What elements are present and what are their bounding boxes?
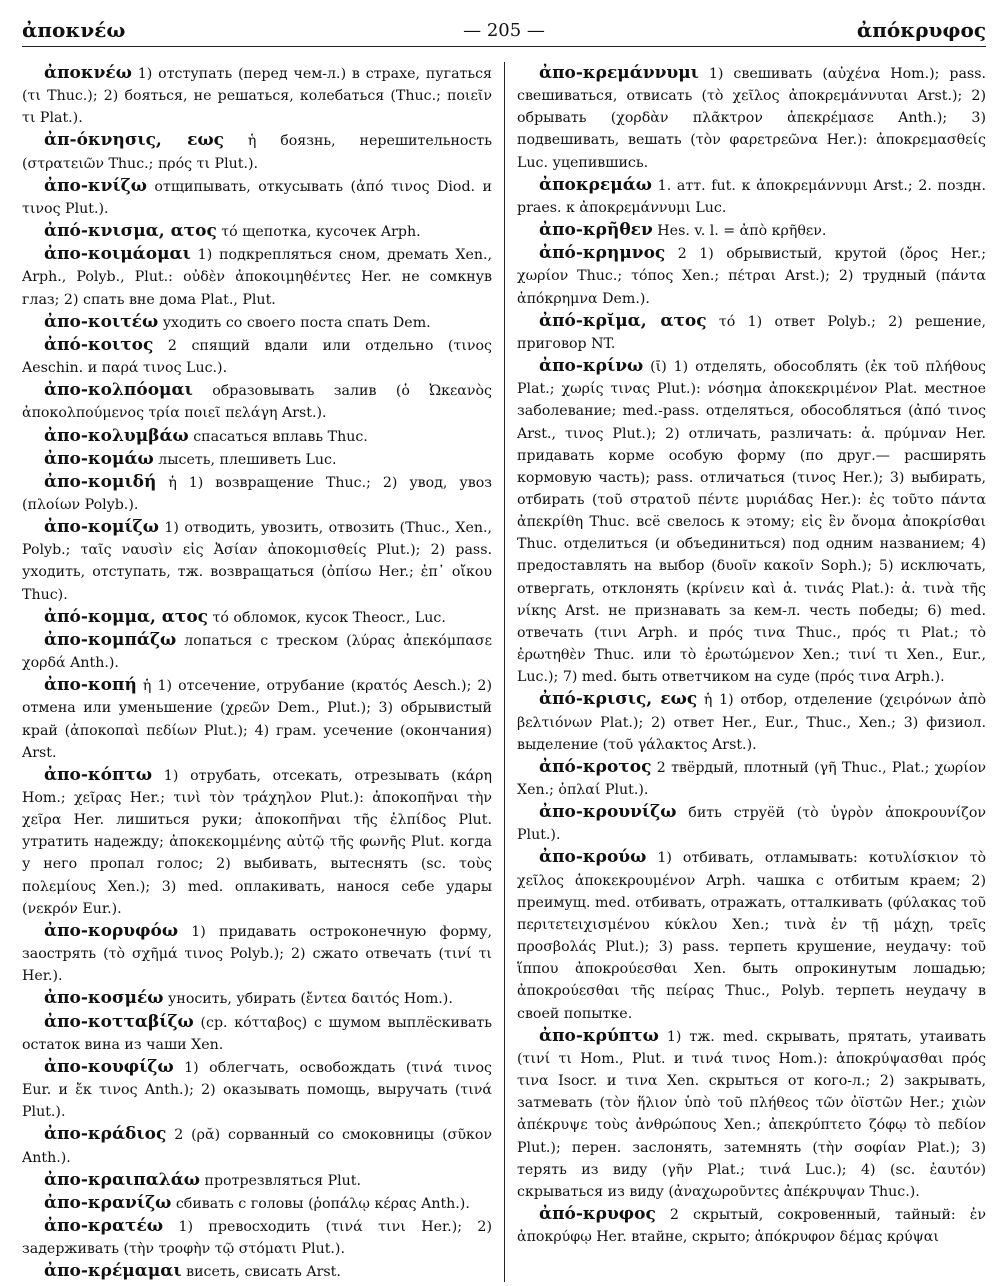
entry-headword: ἀπο-κοσμέω	[44, 988, 164, 1009]
entry-headword: ἀπο-κρῆθεν	[539, 220, 653, 241]
entry-definition: 1. атт. fut. к ἀποκρεμάννυμι Arst.; 2. поздн. praes. к ἀποκρεμάννυμι Luc.	[517, 177, 986, 216]
dictionary-entry	[22, 129, 492, 174]
entry-headword: ἀπο-κρύπτω	[539, 1025, 659, 1046]
entry-definition: 1) тж. med. скрывать, прятать, утаивать (τινί τι Hom., Plut. и τινά τινος Hom.): ἀποκρύψασθαι πρός τινα Isocr. и τινα Xen. скрыться от кого-л.; 2) закрывать, затмевать (τὸν ἥλιον ὑπὸ τοῦ πλήθεος τῶν ὀϊστῶν Her.; χιὼν ἀπέκρυψε τοὺς ἀνθρώπους Xen.; ἀπεκρύπτετο ζόφῳ τὸ πεδίον Plut.); перен. заслонять, затемнять (τὴν σοφίαν Plat.); 3) терять из виду (γῆν Plat.; τινά Luc.); 4) (sc. ἑαυτόν) скрываться из виду (ἀναχωροῦντες ἀπέκρυψαν Thuc.).	[517, 1028, 986, 1200]
entry-headword: ἀπο-κραιπαλάω	[44, 1169, 200, 1190]
dictionary-entry	[22, 516, 492, 606]
entry-headword: ἀπο-κρούω	[539, 847, 647, 868]
dictionary-entry	[22, 1011, 492, 1056]
entry-definition: Hes. v. l. = ἀπὸ κρῆθεν.	[652, 223, 827, 240]
dictionary-entry	[22, 175, 492, 220]
dictionary-entry	[22, 629, 492, 674]
entry-headword: ἀπο-κολυμβάω	[44, 425, 189, 446]
right-column	[504, 62, 986, 1282]
entry-definition: τό щепотка, кусочек Arph.	[216, 224, 421, 241]
dictionary-entry	[22, 606, 492, 629]
entry-definition: 1) отбивать, отламывать: κοτυλίσκιον τὸ χεῖλος ἀποκεκρουμένον Arph. чашка с отбитым краем; 2) преимущ. med. отбивать, отражать, отталкивать (φύλακας τοῦ περιτετειχισμένου κύκλου Xen.; τινὰ ἐν τῇ μάχῃ, τρεῖς προσβολάς Plut.); 3) pass. терпеть крушение, неудачу: τοῦ ἵππου ἀποκρούεσθαι Xen. быть опрокинутым лошадью; ἀποκρούεσθαι τῆς πείρας Thuc., Polyb. терпеть неудачу в своей попытке.	[517, 850, 986, 1022]
entry-headword: ἀπό-κνισμα, ατος	[44, 221, 217, 242]
running-head-right: ἀπόκρυφος	[856, 18, 986, 42]
entry-definition: бить струёй (τὸ ὑγρὸν ἀποκρουνίζον Plut.).	[517, 805, 986, 844]
dictionary-entry	[517, 846, 986, 1024]
entry-definition: спасаться вплавь Thuc.	[188, 428, 368, 445]
dictionary-entry	[22, 220, 492, 243]
dictionary-entry	[517, 219, 986, 242]
dictionary-entry	[517, 174, 986, 219]
entry-headword: ἀπο-κρεμάννυμι	[539, 63, 699, 83]
dictionary-entry	[22, 1169, 492, 1192]
entry-definition: ἡ 1) возвращение Thuc.; 2) увод, увоз (πλοίων Polyb.).	[22, 474, 492, 513]
entry-definition: ἡ боязнь, нерешительность (στρατειῶν Thuc.; πρός τι Plut.).	[22, 133, 492, 172]
entry-headword: ἀπο-κομάω	[44, 448, 154, 469]
running-head-left: ἀποκνέω	[22, 18, 126, 42]
entry-definition: 1) отступать (перед чем-л.) в страхе, пугаться (τι Thuc.); 2) бояться, не решаться, колебаться (Thuc.; ποιεῖν τι Plat.).	[22, 66, 492, 127]
dictionary-entry	[517, 756, 986, 801]
entry-headword: ἀπό-κρῐμα, ατος	[539, 310, 707, 331]
entry-definition: 1) превосходить (τινά τινι Her.); 2) задерживать (τὴν τροφὴν τῷ στόματι Plut.).	[22, 1218, 492, 1258]
dictionary-entry	[22, 425, 492, 448]
dictionary-entry	[517, 242, 986, 309]
entry-definition: (ῑ) 1) отделять, обособлять (ἐκ τοῦ πλήθους Plat.; χωρίς τινας Plut.): νόσημα ἀποκεκριμένον Plat. местное заболевание; med.-pass. отделяться, обособляться (ἀπό τινος Arst., τινος Plut.); 2) отличать, различать: ἀ. πρύμναν Her. придавать корме особую форму (по друг.— расширять кормовую часть); pass. отличаться (τινος Her.); 3) выбирать, отбирать (τοῦ στρατοῦ πέντε μυριάδας Her.): ἐς τοῦτο πάντα ἀπεκρίθη Thuc. всё свелось к этому; εἰς ἓν ὄνομα ἀποκρίσθαι Thuc. отделиться (и объединиться) под одним названием; 4) предоставлять на выбор (δυοῖν κακοῖν Soph.); 5) исключать, отвергать, отклонять (κρίνειν καὶ ἀ. τινάς Plat.): ἀ. τινὰ τῆς νίκης Arst. не признавать за кем-л. честь победы; 6) med. отвечать (τινι Arph. и πρός τινα Thuc., πρός τι Plat.; τὸ ἐρωτηθὲν Thuc. или τὸ ἐρωτώμενον Xen.; τινί τι Xen., Eur., Luc.); 7) med. быть ответчиком на суде (πρός τινα Arph.).	[517, 359, 986, 686]
entry-definition: образовывать залив (ὁ Ὠκεανὸς ἀποκολπούμενος τρία ποιεῖ πελάγη Arst.).	[22, 383, 492, 422]
dictionary-entry	[22, 1215, 492, 1260]
dictionary-entry	[22, 1192, 492, 1215]
entry-headword: ἀπο-κόπτω	[44, 764, 153, 785]
entry-headword: ἀπο-κομίζω	[44, 517, 159, 538]
entry-definition: (ср. κότταβος) с шумом выплёскивать остаток вина из чаши Xen.	[22, 1014, 492, 1053]
entry-headword: ἀπο-κρατέω	[44, 1215, 164, 1236]
entry-headword: ἀπο-κοπή	[44, 675, 137, 696]
dictionary-entry	[22, 1123, 492, 1168]
entry-headword: ἀπ-όκνησις, εως	[44, 130, 224, 151]
entry-headword: ἀπο-κρέμαμαι	[44, 1261, 182, 1282]
dictionary-entry	[517, 1025, 986, 1203]
dictionary-entry	[22, 920, 492, 987]
entry-headword: ἀπό-κρυφος	[539, 1203, 656, 1224]
entry-definition: протрезвляться Plut.	[200, 1172, 362, 1189]
dictionary-entry	[517, 1203, 986, 1248]
entry-definition: 2 скрытый, сокровенный, тайный: ἐν ἀποκρύφῳ Her. втайне, скрыто; ἀπόκρυφον δέμας κρύψαι	[517, 1206, 986, 1246]
dictionary-entry	[517, 355, 986, 688]
entry-definition: лысеть, плешиветь Luc.	[153, 451, 337, 468]
dictionary-entry	[22, 62, 492, 129]
dictionary-entry	[517, 801, 986, 846]
entry-headword: ἀπο-κομιδή	[44, 471, 157, 492]
entry-headword: ἀπο-κρουνίζω	[539, 802, 677, 823]
entry-headword: ἀποκρεμάω	[539, 174, 652, 195]
left-column	[22, 62, 504, 1282]
dictionary-entry	[22, 764, 492, 920]
entry-definition: 1) подкрепляться сном, дремать Xen., Arph., Polyb., Plut.: οὐδὲν ἀποκοιμηθέντες Her. не сомкнув глаз; 2) спать вне дома Plat., Plut.	[22, 247, 492, 308]
entry-definition: τό обломок, кусок Theocr., Luc.	[208, 609, 446, 626]
entry-headword: ἀποκνέω	[44, 63, 132, 83]
dictionary-entry	[22, 311, 492, 334]
entry-definition: уходить со своего поста спать Dem.	[158, 314, 431, 331]
entry-definition: ἡ 1) отбор, отделение (χειρόνων ἀπὸ βελτιόνων Plat.); 2) ответ Her., Eur., Thuc., Xen.; 3) физиол. выделение (τοῦ γάλακτος Arst.).	[517, 692, 986, 753]
page-number: — 205 —	[463, 19, 545, 41]
entry-definition: лопаться с треском (λύρας ἀπεκόμπασε χορδά Anth.).	[22, 632, 492, 672]
entry-headword: ἀπο-κουφίζω	[44, 1056, 174, 1077]
entry-definition: сбивать с головы (ῥοπάλῳ κέρας Anth.).	[171, 1195, 470, 1212]
entry-headword: ἀπό-κρημνος	[539, 243, 666, 264]
dictionary-entry	[22, 471, 492, 516]
entry-definition: 1) облегчать, освобождать (τινά τινος Eur. и ἔκ τινος Anth.); 2) оказывать помощь, выручать (τινά Plut.).	[22, 1059, 492, 1121]
entry-definition: ἡ 1) отсечение, отрубание (κρατός Aesch.); 2) отмена или уменьшение (χρεῶν Dem., Plut.); 3) обрывистый край (ἀποκοπαὶ πεδίων Plut.); 4) грам. усечение (окончания) Arst.	[22, 678, 492, 761]
entry-definition: τό 1) ответ Polyb.; 2) решение, приговор NT.	[517, 313, 986, 352]
dictionary-entry	[22, 987, 492, 1010]
entry-definition: 1) отрубать, отсекать, отрезывать (κάρη Hom.; χεῖρας Her.; τινὶ τὸν τράχηλον Plut.): ἀποκοπῆναι τὴν χεῖρα Her. лишиться руки; ἀποκοπῆναι τῆς ἐλπίδος Plut. утратить надежду; ἀποκεκομμένης αὐτῷ τῆς φωνῆς Plut. когда у него пропал голос; 2) выбивать, вытеснять (sc. τοὺς πολεμίους Xen.); 3) med. оплакивать, нанося себе удары (νεκρόν Eur.).	[22, 767, 492, 917]
entry-headword: ἀπο-κρίνω	[539, 356, 644, 377]
entry-headword: ἀπο-κνίζω	[44, 175, 147, 196]
dictionary-entry	[517, 310, 986, 355]
entry-definition: 1) придавать остроконечную форму, заострять (τὸ σχῆμά τινος Polyb.); 2) сжато отвечать (τινί τι Her.).	[22, 923, 492, 985]
entry-headword: ἀπο-κρανίζω	[44, 1192, 172, 1213]
entry-headword: ἀπό-κοιτος	[44, 334, 154, 355]
dictionary-entry	[22, 448, 492, 471]
dictionary-entry	[22, 334, 492, 379]
entry-headword: ἀπο-κράδιος	[44, 1124, 167, 1145]
entry-definition: уносить, убирать (ἔντεα δαιτός Hom.).	[163, 991, 453, 1008]
entry-headword: ἀπο-κολπόομαι	[44, 380, 193, 401]
dictionary-entry	[22, 674, 492, 764]
dictionary-entry	[22, 243, 492, 310]
dictionary-body	[22, 62, 986, 1282]
entry-headword: ἀπο-κοιμάομαι	[44, 244, 191, 265]
entry-definition: 2 твёрдый, плотный (γῆ Thuc., Plat.; χωρίον Xen.; ὁπλαί Plut.).	[517, 759, 986, 798]
dictionary-entry	[22, 379, 492, 424]
entry-headword: ἀπό-κομμα, ατος	[44, 606, 209, 627]
dictionary-entry	[517, 688, 986, 755]
entry-definition: отщипывать, откусывать (ἀπό τινος Diod. и τινος Plut.).	[22, 178, 492, 217]
entry-headword: ἀπο-κοτταβίζω	[44, 1011, 194, 1032]
entry-headword: ἀπο-κοιτέω	[44, 311, 159, 332]
entry-definition: 1) свешивать (αὐχένα Hom.); pass. свешиваться, отвисать (τὸ χεῖλος ἀποκρεμάννυται Arst.); 2) обрывать (χορδὰν πλᾶκτρον ἀπεκρέμασε Anth.); 3) подвешивать, вешать (τὸν φαρετρεῶνα Her.): ἀποκρεμασθείς Luc. уцепившись.	[517, 66, 986, 171]
entry-headword: ἀπό-κροτος	[539, 756, 652, 777]
entry-headword: ἀπο-κομπάζω	[44, 629, 177, 650]
dictionary-entry	[517, 62, 986, 174]
dictionary-entry	[22, 1056, 492, 1123]
entry-headword: ἀπο-κορυφόω	[44, 920, 179, 941]
entry-definition: висеть, свисать Arst.	[181, 1264, 341, 1281]
entry-definition: 2 (ρᾰ) сорванный со смоковницы (σῦκον Anth.).	[22, 1127, 492, 1166]
entry-definition: 2 1) обрывистый, крутой (ὄρος Her.; χωρίον Thuc.; τόπος Xen.; πέτραι Arst.); 2) трудный (πάντα ἀπόκρημνα Dem.).	[517, 246, 986, 307]
entry-headword: ἀπό-κρισις, εως	[539, 689, 698, 710]
entry-definition: 2 спящий вдали или отдельно (τινος Aeschin. и παρά τινος Luc.).	[22, 337, 492, 377]
entry-definition: 1) отводить, увозить, отвозить (Thuc., Xen., Polyb.; ταῖς ναυσὶν εἰς Ἀσίαν ἀποκομισθείς Plut.); 2) pass. уходить, отступать, тж. возвращаться (ὀπίσω Her.; ἐπ᾽ οἴκου Thuc).	[22, 520, 492, 603]
page-header	[22, 14, 986, 47]
dictionary-entry	[22, 1260, 492, 1282]
